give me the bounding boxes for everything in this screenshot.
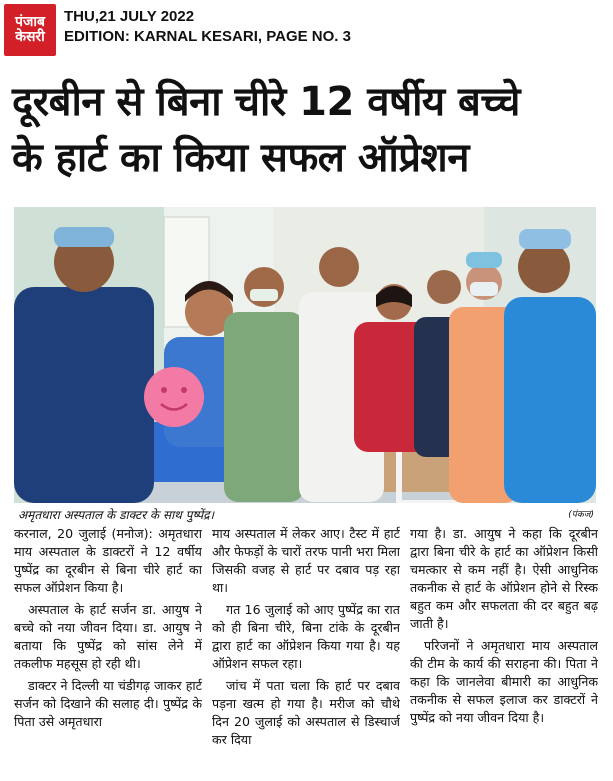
article-body bbox=[14, 525, 600, 777]
paragraph: गत 16 जुलाई को आए पुष्पेंद्र का रात को ही बिना चीरे, बिना टांके के दूरबीन द्वारा हार्ट का ऑप्रेशन किया गया है। यह ऑप्रेशन सफल रहा। bbox=[212, 602, 400, 671]
paragraph: गया है। डा. आयुष ने कहा कि दूरबीन द्वारा बिना चीरे के हार्ट का ऑप्रेशन किसी चमत्कार से कम नहीं है। ऐसी आधुनिक तकनीक से हार्ट के ऑप्रेशन होने से रिस्क बहुत कम और सफलता की दर बहुत बढ़ जाती है। bbox=[410, 526, 598, 631]
article-column-2 bbox=[212, 525, 400, 777]
headline-line1: दूरबीन से बिना चीरे 12 वर्षीय बच्चे bbox=[12, 79, 520, 125]
photo-caption: अमृतधारा अस्पताल के डाक्टर के साथ पुष्पेंद्र। bbox=[18, 508, 215, 522]
punjab-kesari-logo bbox=[4, 4, 56, 56]
article-column-3 bbox=[410, 525, 598, 777]
article-headline bbox=[12, 74, 602, 186]
photo-caption-bar bbox=[14, 503, 596, 523]
paragraph: अस्पताल के हार्ट सर्जन डा. आयुष ने बच्चे को नया जीवन दिया। डा. आयुष ने बताया कि पुष्पेंद्र को सांस लेने में तकलीफ महसूस हो रही थी। bbox=[14, 602, 202, 671]
paragraph: करनाल, 20 जुलाई (मनोज): अमृतधारा माय अस्पताल के डाक्टरों ने 12 वर्षीय पुष्पेंद्र का दूरबीन से बिना चीरे हार्ट का सफल ऑप्रेशन किया है। bbox=[14, 526, 202, 595]
paragraph: डाक्टर ने दिल्ली या चंडीगढ़ जाकर हार्ट सर्जन को दिखाने की सलाह दी। पुष्पेंद्र के पिता उसे अमृतधारा bbox=[14, 678, 202, 729]
paragraph: परिजनों ने अमृतधारा माय अस्पताल की टीम के कार्य की सराहना की। पिता ने कहा कि जानलेवा बीमारी का आधुनिक तकनीक से सफल इलाज कर डाक्टरों ने पुष्पेंद्र को नया जीवन दिया है। bbox=[410, 638, 598, 725]
article-column-1 bbox=[14, 525, 202, 777]
hospital-group-photo bbox=[14, 207, 596, 503]
logo-line1: पंजाब bbox=[15, 14, 45, 31]
logo-line2: केसरी bbox=[15, 29, 45, 45]
paragraph: माय अस्पताल में लेकर आए। टैस्ट में हार्ट और फेफड़ों के चारों तरफ पानी भरा मिला जिसकी वजह से हार्ट पर दबाव पड़ रहा था। bbox=[212, 526, 400, 595]
paragraph: जांच में पता चला कि हार्ट पर दबाव पड़ना खत्म हो गया है। मरीज को चौथे दिन 20 जुलाई को अस्पताल से डिस्चार्ज कर दिया bbox=[212, 678, 400, 747]
edition-label: EDITION: KARNAL KESARI, PAGE NO. 3 bbox=[64, 28, 351, 45]
headline-line2: के हार्ट का किया सफल ऑप्रेशन bbox=[12, 135, 469, 181]
news-photo bbox=[14, 207, 596, 503]
publication-date: THU,21 JULY 2022 bbox=[64, 8, 195, 25]
edition-info bbox=[64, 7, 351, 47]
photo-credit: (पंकज) bbox=[568, 510, 594, 520]
masthead bbox=[0, 0, 613, 62]
